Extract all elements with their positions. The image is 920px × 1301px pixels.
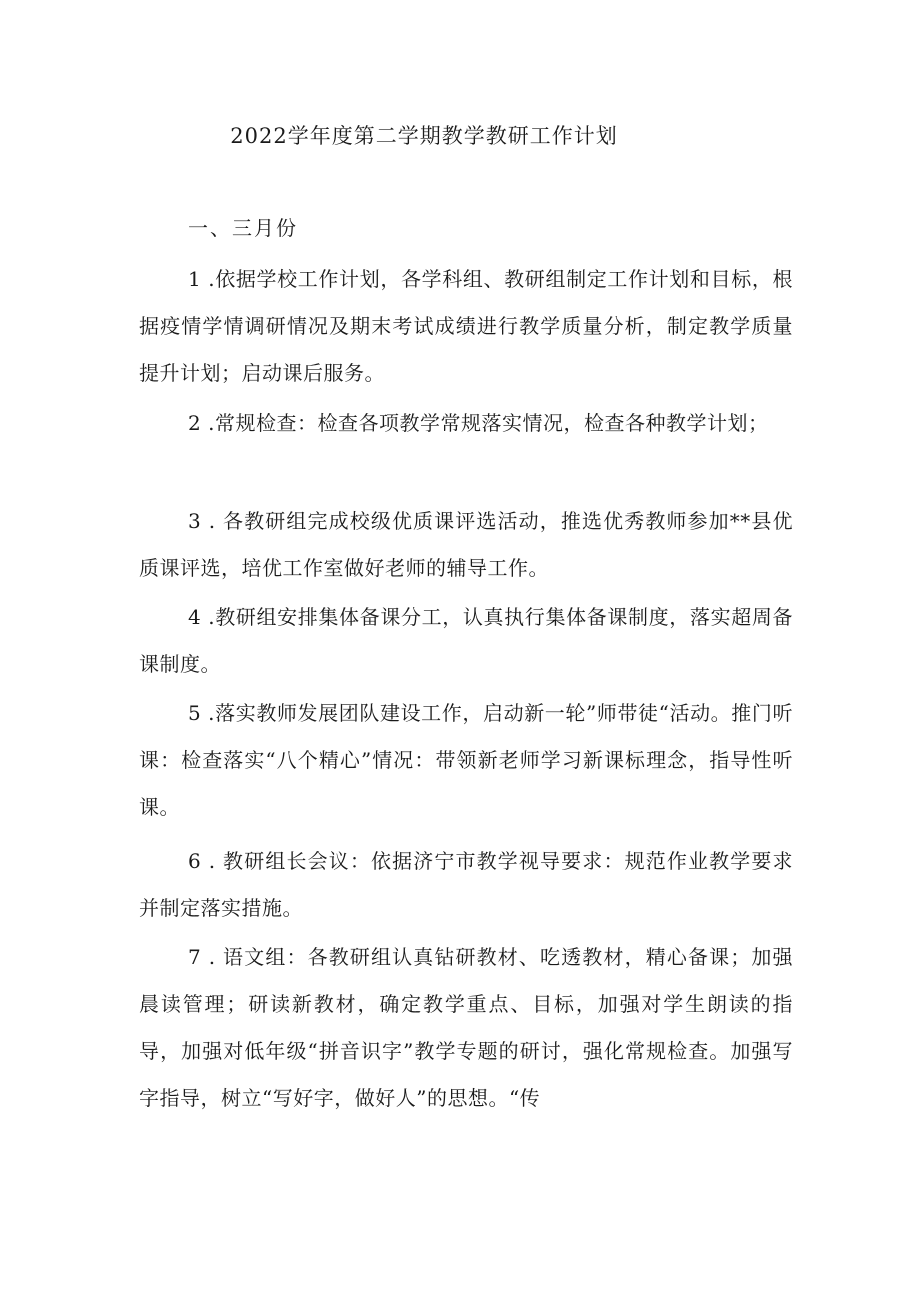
document-title: 2022学年度第二学期教学教研工作计划 [230, 124, 618, 148]
paragraph-5: 5 .落实教师发展团队建设工作，启动新一轮”师带徒“活动。推门听课：检查落实“八个精心”情况：带领新老师学习新课标理念，指导性听课。 [139, 701, 793, 819]
section-heading: 一、三月份 [188, 216, 298, 240]
paragraph-4: 4 .教研组安排集体备课分工，认真执行集体备课制度，落实超周备课制度。 [139, 605, 793, 676]
paragraph-3: 3 . 各教研组完成校级优质课评选活动，推选优秀教师参加**县优质课评选，培优工作室做好老师的辅导工作。 [139, 509, 793, 580]
paragraph-6: 6 . 教研组长会议：依据济宁市教学视导要求：规范作业教学要求并制定落实措施。 [139, 849, 793, 920]
paragraph-7: 7 . 语文组：各教研组认真钻研教材、吃透教材，精心备课；加强晨读管理；研读新教材，确定教学重点、目标，加强对学生朗读的指导，加强对低年级“拼音识字”教学专题的研讨，强化常规检查。加强写字指导，树立“写好字，做好人”的思想。“传 [139, 945, 793, 1110]
paragraph-2: 2 .常规检查：检查各项教学常规落实情况，检查各种教学计划； [188, 411, 769, 435]
paragraph-1: 1 .依据学校工作计划，各学科组、教研组制定工作计划和目标，根据疫情学情调研情况及期末考试成绩进行教学质量分析，制定教学质量提升计划；启动课后服务。 [139, 267, 793, 385]
